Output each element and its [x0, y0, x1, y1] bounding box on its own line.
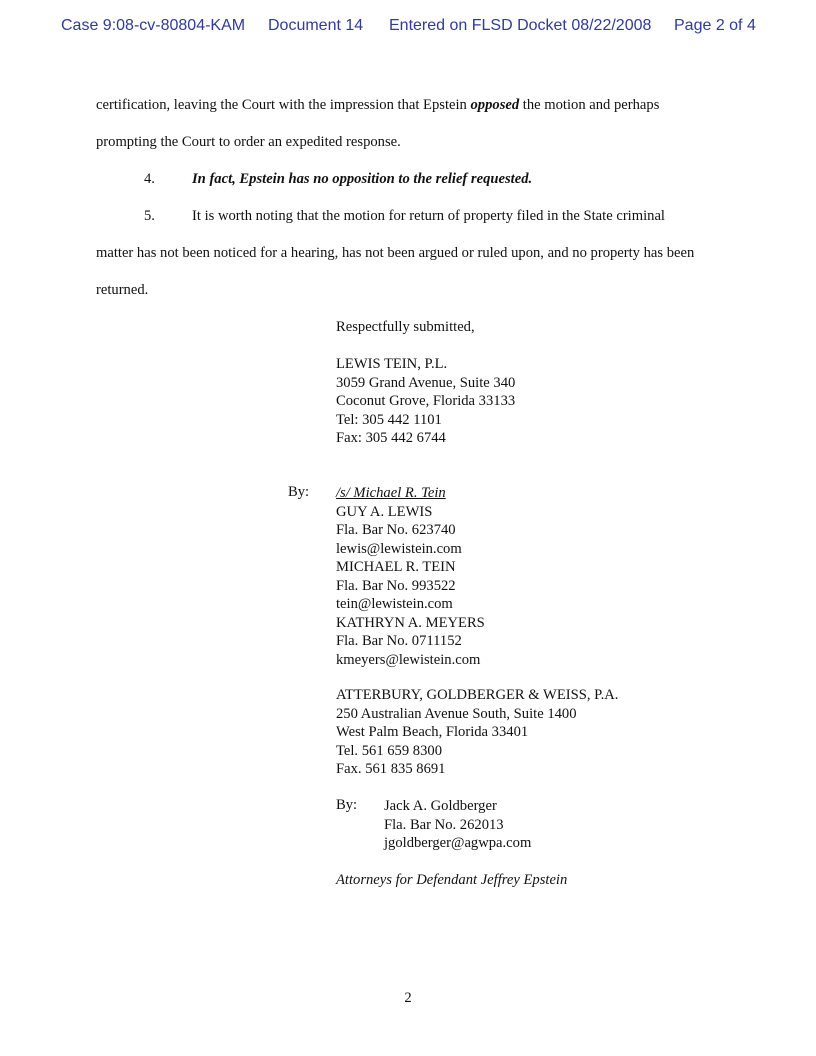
- attorney-4-email: jgoldberger@agwpa.com: [384, 835, 532, 851]
- signature-2-block: [384, 797, 531, 853]
- firm-1-block: [336, 355, 515, 448]
- attorney-3-name: KATHRYN A. MEYERS: [336, 614, 485, 631]
- attorney-4-name: Jack A. Goldberger: [384, 798, 497, 814]
- signature-block: [336, 484, 485, 669]
- attorneys-for-block: [336, 871, 567, 890]
- firm-2-block: [336, 686, 618, 779]
- attorney-3-bar: Fla. Bar No. 0711152: [336, 633, 462, 649]
- item-5-number: 5.: [144, 208, 155, 224]
- firm-2-address-1: 250 Australian Avenue South, Suite 1400: [336, 705, 577, 722]
- attorney-1-name: GUY A. LEWIS: [336, 503, 433, 520]
- page-indicator: Page 2 of 4: [674, 17, 756, 34]
- respectfully-submitted: Respectfully submitted,: [336, 319, 475, 335]
- item-4-number: 4.: [144, 171, 155, 187]
- emphasis-opposed: opposed: [470, 97, 520, 113]
- item-4-text: In fact, Epstein has no opposition to the relief requested.: [192, 171, 533, 187]
- by-label: By:: [288, 484, 310, 500]
- firm-1-address-2: Coconut Grove, Florida 33133: [336, 393, 516, 409]
- paragraph-text-after: the motion and perhaps prompting the Court to order an expedited response.: [96, 97, 660, 150]
- firm-2-fax: Fax. 561 835 8691: [336, 761, 446, 777]
- paragraph-continued: [96, 87, 720, 161]
- attorney-2-email: tein@lewistein.com: [336, 596, 453, 612]
- electronic-signature: /s/ Michael R. Tein: [336, 485, 446, 501]
- item-5-continuation: matter has not been noticed for a hearing, has not been argued or ruled upon, and no property has been returned.: [96, 245, 695, 298]
- by-2-label: By:: [336, 797, 358, 813]
- paragraph-text-before: certification, leaving the Court with the impression that Epstein: [96, 97, 471, 113]
- case-number: Case 9:08-cv-80804-KAM: [61, 17, 246, 34]
- docket-entry-date: Entered on FLSD Docket 08/22/2008: [389, 17, 652, 34]
- item-5-text: It is worth noting that the motion for return of property filed in the State criminal: [192, 208, 665, 224]
- attorney-3-email: kmeyers@lewistein.com: [336, 651, 481, 668]
- closing: [336, 318, 475, 337]
- firm-1-fax: Fax: 305 442 6744: [336, 430, 446, 446]
- docket-header: [0, 17, 816, 39]
- firm-1-address-1: 3059 Grand Avenue, Suite 340: [336, 374, 516, 391]
- firm-2-address-2: West Palm Beach, Florida 33401: [336, 724, 529, 740]
- attorney-2-name: MICHAEL R. TEIN: [336, 559, 456, 575]
- attorney-1-bar: Fla. Bar No. 623740: [336, 522, 456, 538]
- attorneys-for: Attorneys for Defendant Jeffrey Epstein: [336, 872, 568, 888]
- attorney-1-email: lewis@lewistein.com: [336, 540, 462, 557]
- attorney-4-bar: Fla. Bar No. 262013: [384, 816, 504, 833]
- firm-1-name: LEWIS TEIN, P.L.: [336, 356, 448, 372]
- firm-2-name: ATTERBURY, GOLDBERGER & WEISS, P.A.: [336, 687, 619, 703]
- firm-2-tel: Tel. 561 659 8300: [336, 742, 442, 759]
- attorney-2-bar: Fla. Bar No. 993522: [336, 577, 456, 594]
- document-number: Document 14: [268, 17, 364, 34]
- firm-1-tel: Tel: 305 442 1101: [336, 411, 442, 428]
- page-number: 2: [404, 990, 412, 1006]
